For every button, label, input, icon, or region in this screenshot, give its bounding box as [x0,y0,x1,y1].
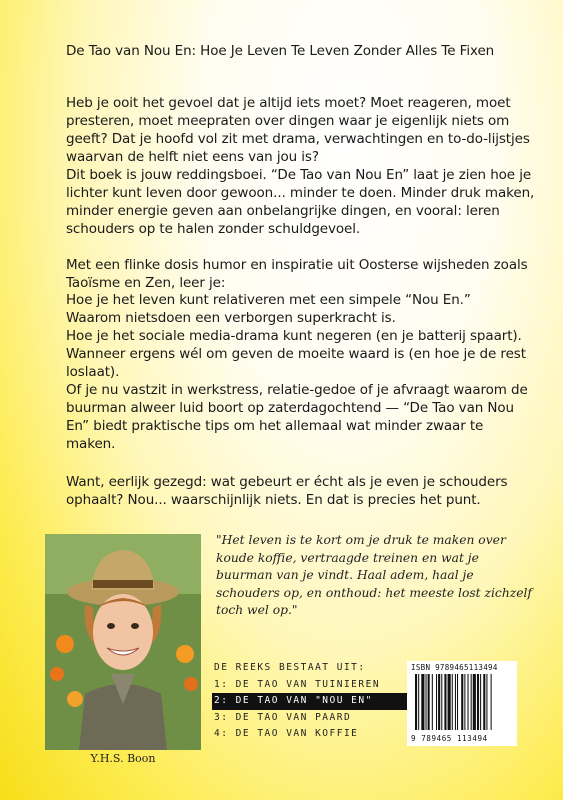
isbn-digits: 9 789465 113494 [411,734,488,743]
series-item-4: 4: DE TAO VAN KOFFIE [214,728,359,739]
lead-paragraph: Met een flinke dosis humor en inspiratie uit Oosterse wijsheden zoals Taoïsme en Zen, leer je: [66,257,528,291]
intro-paragraph: Heb je ooit het gevoel dat je altijd iets moet? Moet reageren, moet presteren, moet meepraten over dingen waar je eigenlijk niets om geeft? Dat je hoofd vol zit met drama, verwachtingen en to-do-lijstjes waarvan de helft niet eens van jou is? [66,95,530,165]
series-item-3: 3: DE TAO VAN PAARD [214,711,352,723]
series-item-2-current: 2: DE TAO VAN "NOU EN" [212,693,407,710]
back-cover-title: De Tao van Nou En: Hoe Je Leven Te Leven Zonder Alles Te Fixen [66,43,495,59]
series-item-1: 1: DE TAO VAN TUINIEREN [214,678,381,690]
isbn-label: ISBN 9789465113494 [411,663,498,672]
author-name: Y.H.S. Boon [90,752,156,765]
series-list [212,660,407,743]
barcode-bars [415,674,511,730]
benefit-item: Of je nu vastzit in werkstress, relatie-gedoe of je afvraagt waarom de buurman alweer luid boort op zaterdagochtend — “De Tao van Nou En” biedt praktische tips om het allemaal wat minder zwaar te maken. [66,382,528,452]
isbn-barcode [407,661,517,746]
benefit-item: Waarom nietsdoen een verborgen superkracht is. [66,310,396,326]
benefit-item: Hoe je het leven kunt relativeren met een simpele “Nou En.” [66,292,471,308]
benefit-item: Hoe je het sociale media-drama kunt negeren (en je batterij spaart). [66,328,522,344]
benefit-list [66,291,536,453]
pitch-paragraph: Dit boek is jouw reddingsboei. “De Tao van Nou En” laat je zien hoe je lichter kunt leven door gewoon... minder te doen. Minder druk maken, minder energie geven aan onbelangrijke dingen, en vooral: leren schouders op te halen zonder schuldgevoel. [66,167,535,237]
benefit-item: Wanneer ergens wél om geven de moeite waard is (en hoe je de rest loslaat). [66,346,526,380]
author-photo [45,534,201,750]
series-heading: DE REEKS BESTAAT UIT: [214,662,366,673]
closing-paragraph: Want, eerlijk gezegd: wat gebeurt er écht als je even je schouders ophaalt? Nou... waarschijnlijk niets. En dat is precies het punt. [66,474,508,508]
author-quote: "Het leven is te kort om je druk te maken over koude koffie, vertraagde treinen en wat je buurman van je vindt. Haal adem, haal je schouders op, en onthoud: het meeste lost zichzelf toch wel op." [216,533,532,617]
